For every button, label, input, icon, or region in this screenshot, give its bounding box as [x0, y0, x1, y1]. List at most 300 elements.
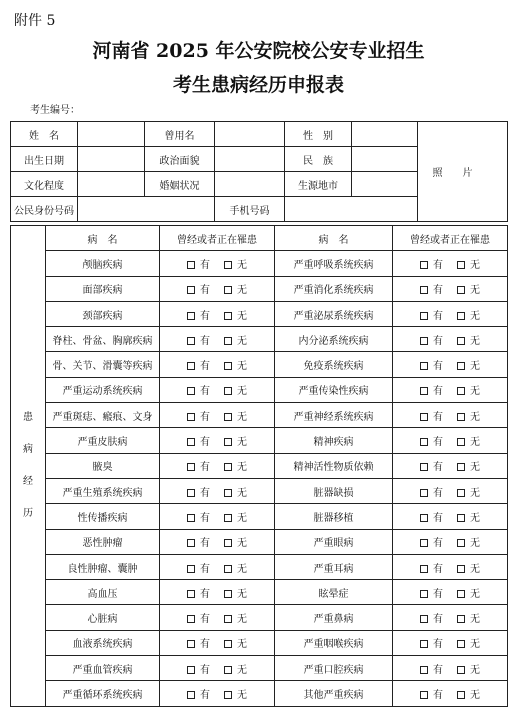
yes-checkbox[interactable]: [420, 261, 428, 269]
yes-option[interactable]: [187, 281, 210, 296]
disease-name: 严重神经系统疾病: [275, 403, 393, 428]
yes-label: 有: [433, 285, 443, 297]
no-label: 无: [237, 437, 247, 449]
no-checkbox[interactable]: [457, 666, 465, 674]
yes-label: 有: [200, 259, 210, 271]
no-option[interactable]: [224, 534, 247, 549]
status-options: [160, 428, 275, 453]
status-options: [160, 681, 275, 706]
yes-option[interactable]: [420, 256, 443, 271]
yes-option[interactable]: [420, 635, 443, 650]
status-options: [393, 580, 508, 605]
no-label: 无: [237, 285, 247, 297]
yes-label: 有: [200, 437, 210, 449]
no-option[interactable]: [457, 560, 480, 575]
former-name-label: 曾用名: [145, 122, 215, 147]
status-options: [393, 529, 508, 554]
disease-name: 严重血管疾病: [46, 656, 160, 681]
yes-checkbox[interactable]: [187, 337, 195, 345]
no-checkbox[interactable]: [224, 666, 232, 674]
no-label: 无: [237, 487, 247, 499]
yes-checkbox[interactable]: [420, 438, 428, 446]
attachment-label: 附件 5: [14, 13, 56, 29]
no-option[interactable]: [457, 661, 480, 676]
status-options: [160, 301, 275, 326]
birth-date-label: 出生日期: [11, 147, 78, 172]
no-option[interactable]: [457, 686, 480, 701]
no-checkbox[interactable]: [457, 590, 465, 598]
no-label: 无: [237, 563, 247, 575]
no-label: 无: [470, 310, 480, 322]
status-options: [160, 504, 275, 529]
yes-option[interactable]: [420, 408, 443, 423]
yes-option[interactable]: [420, 534, 443, 549]
yes-option[interactable]: [420, 281, 443, 296]
no-checkbox[interactable]: [457, 539, 465, 547]
no-checkbox[interactable]: [457, 463, 465, 471]
status-options: [393, 403, 508, 428]
status-options: [160, 403, 275, 428]
status-options: [393, 504, 508, 529]
yes-checkbox[interactable]: [420, 362, 428, 370]
yes-option[interactable]: [187, 610, 210, 625]
no-option[interactable]: [457, 281, 480, 296]
no-checkbox[interactable]: [224, 691, 232, 699]
no-checkbox[interactable]: [224, 565, 232, 573]
marital-status-field[interactable]: [215, 172, 285, 197]
yes-option[interactable]: [187, 408, 210, 423]
disease-name: 心脏病: [46, 605, 160, 630]
no-checkbox[interactable]: [457, 615, 465, 623]
no-checkbox[interactable]: [224, 362, 232, 370]
disease-name: 骨、关节、滑囊等疾病: [46, 352, 160, 377]
no-label: 无: [237, 512, 247, 524]
status-options: [160, 327, 275, 352]
no-option[interactable]: [457, 357, 480, 372]
yes-label: 有: [433, 614, 443, 626]
marital-status-label: 婚姻状况: [145, 172, 215, 197]
yes-option[interactable]: [420, 458, 443, 473]
yes-checkbox[interactable]: [420, 387, 428, 395]
yes-option[interactable]: [420, 509, 443, 524]
yes-option[interactable]: [187, 560, 210, 575]
no-option[interactable]: [224, 408, 247, 423]
no-label: 无: [237, 462, 247, 474]
status-options: [160, 630, 275, 655]
yes-label: 有: [433, 386, 443, 398]
disease-name: 颅脑疾病: [46, 251, 160, 276]
no-checkbox[interactable]: [457, 261, 465, 269]
yes-checkbox[interactable]: [187, 387, 195, 395]
no-label: 无: [237, 259, 247, 271]
no-label: 无: [237, 361, 247, 373]
yes-checkbox[interactable]: [420, 691, 428, 699]
yes-option[interactable]: [187, 661, 210, 676]
yes-label: 有: [200, 386, 210, 398]
no-label: 无: [470, 512, 480, 524]
yes-label: 有: [433, 639, 443, 651]
yes-option[interactable]: [420, 585, 443, 600]
yes-label: 有: [433, 538, 443, 550]
yes-option[interactable]: [420, 307, 443, 322]
disease-name: 恶性肿瘤: [46, 529, 160, 554]
no-checkbox[interactable]: [224, 539, 232, 547]
no-label: 无: [470, 563, 480, 575]
no-option[interactable]: [457, 256, 480, 271]
disease-name: 精神疾病: [275, 428, 393, 453]
yes-label: 有: [200, 512, 210, 524]
yes-option[interactable]: [187, 686, 210, 701]
no-checkbox[interactable]: [224, 312, 232, 320]
no-checkbox[interactable]: [457, 691, 465, 699]
yes-option[interactable]: [187, 458, 210, 473]
status-options: [393, 630, 508, 655]
yes-checkbox[interactable]: [187, 413, 195, 421]
yes-label: 有: [433, 462, 443, 474]
no-option[interactable]: [457, 332, 480, 347]
yes-checkbox[interactable]: [420, 312, 428, 320]
no-option[interactable]: [224, 661, 247, 676]
no-checkbox[interactable]: [457, 286, 465, 294]
no-label: 无: [470, 664, 480, 676]
no-option[interactable]: [224, 332, 247, 347]
yes-option[interactable]: [420, 357, 443, 372]
no-option[interactable]: [224, 382, 247, 397]
no-checkbox[interactable]: [457, 438, 465, 446]
disease-name: 眩晕症: [275, 580, 393, 605]
no-option[interactable]: [457, 408, 480, 423]
no-checkbox[interactable]: [224, 261, 232, 269]
no-option[interactable]: [224, 560, 247, 575]
no-label: 无: [470, 487, 480, 499]
column-header-status: 曾经或者正在罹患: [160, 226, 275, 251]
yes-option[interactable]: [420, 382, 443, 397]
birth-date-field[interactable]: [78, 147, 145, 172]
disease-name: 严重泌尿系统疾病: [275, 301, 393, 326]
yes-checkbox[interactable]: [187, 261, 195, 269]
yes-label: 有: [200, 487, 210, 499]
yes-option[interactable]: [187, 585, 210, 600]
yes-label: 有: [200, 335, 210, 347]
yes-option[interactable]: [420, 661, 443, 676]
origin-city-field[interactable]: [352, 172, 418, 197]
status-options: [160, 352, 275, 377]
table-row: [11, 630, 508, 655]
yes-checkbox[interactable]: [420, 463, 428, 471]
disease-name: 严重循环系统疾病: [46, 681, 160, 706]
no-option[interactable]: [224, 509, 247, 524]
no-label: 无: [470, 335, 480, 347]
no-label: 无: [470, 462, 480, 474]
no-label: 无: [470, 689, 480, 701]
disease-name: 血液系统疾病: [46, 630, 160, 655]
no-checkbox[interactable]: [457, 514, 465, 522]
disease-name: 严重皮肤病: [46, 428, 160, 453]
no-label: 无: [470, 386, 480, 398]
table-row: [11, 301, 508, 326]
no-checkbox[interactable]: [224, 438, 232, 446]
disease-name: 严重口腔疾病: [275, 656, 393, 681]
ethnicity-field[interactable]: [352, 147, 418, 172]
no-label: 无: [237, 386, 247, 398]
no-label: 无: [237, 664, 247, 676]
yes-option[interactable]: [420, 433, 443, 448]
no-label: 无: [237, 538, 247, 550]
yes-checkbox[interactable]: [187, 615, 195, 623]
yes-label: 有: [200, 639, 210, 651]
yes-option[interactable]: [187, 357, 210, 372]
yes-checkbox[interactable]: [187, 489, 195, 497]
no-option[interactable]: [457, 458, 480, 473]
yes-label: 有: [433, 689, 443, 701]
yes-label: 有: [200, 563, 210, 575]
table-row: [11, 504, 508, 529]
no-option[interactable]: [224, 307, 247, 322]
no-option[interactable]: [224, 458, 247, 473]
yes-checkbox[interactable]: [187, 438, 195, 446]
no-checkbox[interactable]: [224, 489, 232, 497]
yes-checkbox[interactable]: [420, 640, 428, 648]
yes-label: 有: [200, 411, 210, 423]
yes-checkbox[interactable]: [187, 539, 195, 547]
yes-checkbox[interactable]: [420, 286, 428, 294]
yes-label: 有: [433, 588, 443, 600]
no-checkbox[interactable]: [224, 337, 232, 345]
no-option[interactable]: [224, 635, 247, 650]
no-checkbox[interactable]: [224, 615, 232, 623]
no-label: 无: [470, 411, 480, 423]
no-checkbox[interactable]: [224, 413, 232, 421]
status-options: [393, 554, 508, 579]
yes-checkbox[interactable]: [420, 413, 428, 421]
column-header-disease: 病 名: [275, 226, 393, 251]
yes-checkbox[interactable]: [420, 539, 428, 547]
no-option[interactable]: [457, 635, 480, 650]
education-label: 文化程度: [11, 172, 78, 197]
yes-label: 有: [200, 664, 210, 676]
no-label: 无: [470, 437, 480, 449]
disease-name: 严重咽喉疾病: [275, 630, 393, 655]
no-option[interactable]: [224, 357, 247, 372]
basic-info-table: [10, 121, 508, 222]
side-label-char: 历: [23, 507, 33, 519]
no-label: 无: [237, 639, 247, 651]
yes-option[interactable]: [187, 382, 210, 397]
yes-label: 有: [200, 689, 210, 701]
table-row: [11, 276, 508, 301]
former-name-field[interactable]: [215, 122, 285, 147]
yes-option[interactable]: [420, 686, 443, 701]
yes-checkbox[interactable]: [187, 565, 195, 573]
no-option[interactable]: [457, 585, 480, 600]
status-options: [393, 377, 508, 402]
disease-name: 严重消化系统疾病: [275, 276, 393, 301]
yes-option[interactable]: [420, 484, 443, 499]
yes-checkbox[interactable]: [187, 691, 195, 699]
yes-option[interactable]: [187, 433, 210, 448]
yes-checkbox[interactable]: [187, 666, 195, 674]
yes-label: 有: [200, 310, 210, 322]
status-options: [393, 251, 508, 276]
yes-checkbox[interactable]: [420, 489, 428, 497]
political-status-field[interactable]: [215, 147, 285, 172]
no-label: 无: [470, 285, 480, 297]
no-option[interactable]: [457, 484, 480, 499]
table-row: [11, 428, 508, 453]
no-label: 无: [470, 614, 480, 626]
no-checkbox[interactable]: [457, 362, 465, 370]
no-checkbox[interactable]: [457, 413, 465, 421]
no-option[interactable]: [224, 585, 247, 600]
status-options: [160, 656, 275, 681]
phone-field[interactable]: [285, 197, 418, 222]
origin-city-label: 生源地市: [285, 172, 352, 197]
no-option[interactable]: [224, 610, 247, 625]
yes-label: 有: [433, 335, 443, 347]
status-options: [160, 453, 275, 478]
no-checkbox[interactable]: [224, 590, 232, 598]
id-number-field[interactable]: [78, 197, 215, 222]
form-title-line1: 河南省 2025 年公安院校公安专业招生: [92, 40, 425, 62]
yes-label: 有: [433, 361, 443, 373]
table-row: [11, 377, 508, 402]
no-label: 无: [237, 310, 247, 322]
photo-box[interactable]: 照片: [418, 122, 508, 222]
table-row: [11, 352, 508, 377]
table-row: [11, 453, 508, 478]
no-option[interactable]: [224, 484, 247, 499]
side-label-char: 患: [23, 411, 33, 423]
yes-label: 有: [200, 538, 210, 550]
yes-checkbox[interactable]: [187, 640, 195, 648]
disease-name: 其他严重疾病: [275, 681, 393, 706]
exam-number-label: 考生编号：: [30, 105, 80, 116]
status-options: [160, 251, 275, 276]
no-option[interactable]: [457, 610, 480, 625]
no-option[interactable]: [457, 307, 480, 322]
no-checkbox[interactable]: [457, 387, 465, 395]
disease-name: 脏器移植: [275, 504, 393, 529]
phone-label: 手机号码: [215, 197, 285, 222]
yes-label: 有: [200, 285, 210, 297]
yes-checkbox[interactable]: [420, 590, 428, 598]
disease-name: 严重鼻病: [275, 605, 393, 630]
status-options: [393, 681, 508, 706]
yes-checkbox[interactable]: [187, 286, 195, 294]
education-field[interactable]: [78, 172, 145, 197]
gender-label: 性 别: [285, 122, 352, 147]
yes-checkbox[interactable]: [420, 565, 428, 573]
no-checkbox[interactable]: [224, 387, 232, 395]
gender-field[interactable]: [352, 122, 418, 147]
yes-option[interactable]: [187, 484, 210, 499]
disease-name: 脊柱、骨盆、胸廓疾病: [46, 327, 160, 352]
no-checkbox[interactable]: [224, 514, 232, 522]
political-status-label: 政治面貌: [145, 147, 215, 172]
yes-option[interactable]: [187, 256, 210, 271]
no-checkbox[interactable]: [457, 640, 465, 648]
form-title-line2: 考生患病经历申报表: [172, 74, 344, 96]
yes-option[interactable]: [187, 307, 210, 322]
yes-checkbox[interactable]: [187, 514, 195, 522]
table-row: [11, 580, 508, 605]
no-option[interactable]: [457, 534, 480, 549]
yes-option[interactable]: [187, 635, 210, 650]
yes-label: 有: [433, 487, 443, 499]
side-label-char: 经: [23, 475, 33, 487]
status-options: [393, 327, 508, 352]
yes-checkbox[interactable]: [420, 666, 428, 674]
disease-name: 免疫系统疾病: [275, 352, 393, 377]
yes-option[interactable]: [420, 332, 443, 347]
no-checkbox[interactable]: [224, 463, 232, 471]
status-options: [393, 478, 508, 503]
name-field[interactable]: [78, 122, 145, 147]
no-label: 无: [237, 588, 247, 600]
no-checkbox[interactable]: [457, 312, 465, 320]
no-checkbox[interactable]: [457, 565, 465, 573]
yes-checkbox[interactable]: [187, 312, 195, 320]
no-option[interactable]: [224, 433, 247, 448]
disease-name: 颈部疾病: [46, 301, 160, 326]
yes-checkbox[interactable]: [187, 362, 195, 370]
yes-option[interactable]: [187, 332, 210, 347]
no-label: 无: [470, 639, 480, 651]
yes-option[interactable]: [420, 610, 443, 625]
yes-label: 有: [433, 411, 443, 423]
no-option[interactable]: [457, 433, 480, 448]
yes-option[interactable]: [187, 509, 210, 524]
yes-checkbox[interactable]: [420, 337, 428, 345]
status-options: [160, 605, 275, 630]
table-row: [11, 681, 508, 706]
table-row: [11, 478, 508, 503]
yes-checkbox[interactable]: [187, 590, 195, 598]
yes-checkbox[interactable]: [420, 615, 428, 623]
yes-checkbox[interactable]: [187, 463, 195, 471]
disease-name: 严重生殖系统疾病: [46, 478, 160, 503]
disease-name: 面部疾病: [46, 276, 160, 301]
no-checkbox[interactable]: [224, 286, 232, 294]
yes-option[interactable]: [420, 560, 443, 575]
yes-label: 有: [200, 614, 210, 626]
yes-option[interactable]: [187, 534, 210, 549]
no-option[interactable]: [224, 281, 247, 296]
status-options: [393, 276, 508, 301]
id-number-label: 公民身份号码: [11, 197, 78, 222]
no-label: 无: [237, 411, 247, 423]
disease-name: 精神活性物质依赖: [275, 453, 393, 478]
no-checkbox[interactable]: [457, 337, 465, 345]
table-row: [11, 403, 508, 428]
status-options: [393, 352, 508, 377]
column-header-disease: 病 名: [46, 226, 160, 251]
column-header-status: 曾经或者正在罹患: [393, 226, 508, 251]
status-options: [160, 377, 275, 402]
no-checkbox[interactable]: [224, 640, 232, 648]
no-option[interactable]: [224, 256, 247, 271]
no-checkbox[interactable]: [457, 489, 465, 497]
yes-label: 有: [433, 437, 443, 449]
no-option[interactable]: [457, 382, 480, 397]
status-options: [393, 453, 508, 478]
yes-label: 有: [433, 310, 443, 322]
status-options: [160, 554, 275, 579]
no-option[interactable]: [457, 509, 480, 524]
table-row: [11, 656, 508, 681]
yes-checkbox[interactable]: [420, 514, 428, 522]
no-option[interactable]: [224, 686, 247, 701]
